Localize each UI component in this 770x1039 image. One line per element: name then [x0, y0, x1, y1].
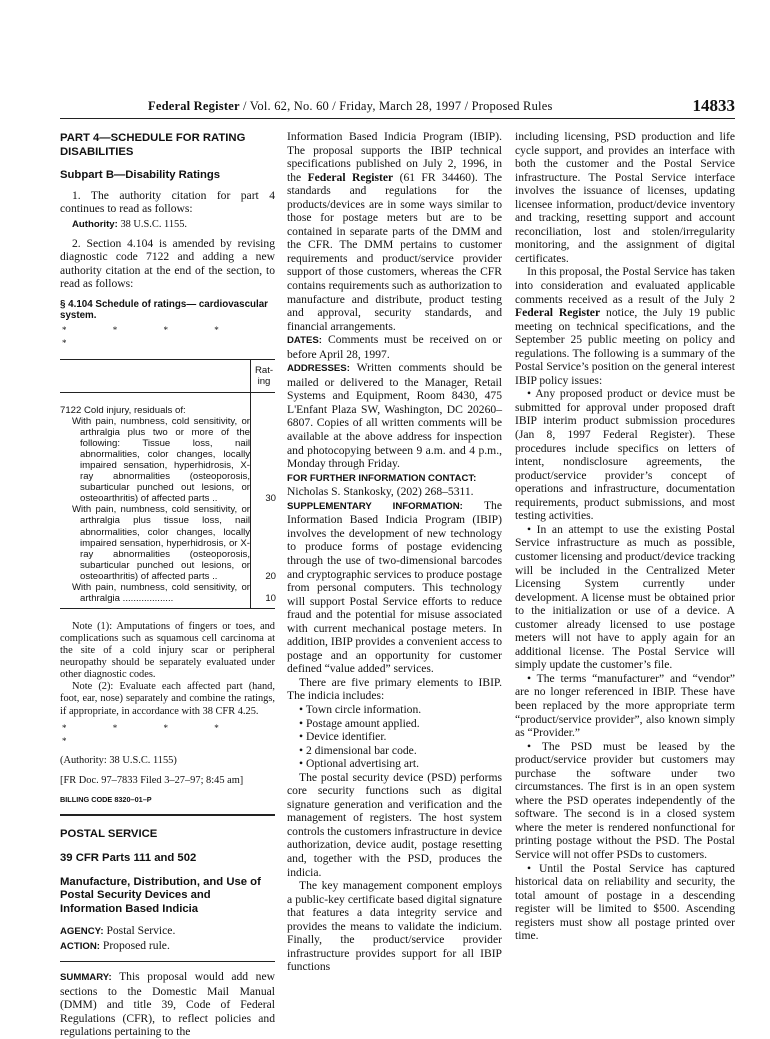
table-row — [60, 504, 275, 581]
bullet-text: In an attempt to use the existing Postal Service infrastructure as much as possible, customer licensing and product/device tracking will be included in the Centralized Meter Licensing System currently under development. A license must be obtained prior to the initialization or use of a device. A customer already licensed to use postage meters will not have to apply again for an additional license. The Postal Service will simply update the customer’s file. — [515, 522, 735, 672]
note-2 — [60, 681, 275, 717]
authority-citation: (Authority: 38 U.S.C. 1155) — [60, 754, 177, 766]
action-line — [60, 939, 275, 954]
criteria-text: With pain, numbness, cold sensitivity, or arthralgia plus tissue loss, nail abnormalities, color changes, locally impaired sensation, hyperhidrosis, or X-ray abnormalities (osteoporosis, subarticular punched out lesions, or osteoarthritis) of affected parts .. — [72, 504, 250, 582]
list-item: • Device identifier. — [299, 730, 387, 744]
header-citation — [148, 99, 553, 114]
rating-table-body — [60, 393, 275, 609]
elements-para: There are five primary elements to IBIP. The indicia includes: — [287, 675, 502, 703]
part-title: PART 4—SCHEDULE FOR RATING DISABILITIES — [60, 132, 246, 158]
addresses-label: ADDRESSES: — [287, 363, 350, 375]
authority-line — [60, 219, 275, 231]
supplementary-para — [287, 499, 502, 676]
cfr-heading: 39 CFR Parts 111 and 502 — [60, 851, 197, 864]
bullet-text: Optional advertising art. — [305, 757, 419, 771]
bullet-text: Until the Postal Service has captured historical data on reliability and security, the total amount of postage in a descending register will be limited to $500. Ascending registers must show all postage printed over time. — [515, 861, 735, 943]
list-item: • Town circle information. — [299, 702, 422, 716]
list-item: • Postage amount applied. — [299, 716, 420, 730]
addresses-text: Written comments should be mailed or delivered to the Manager, Retail Systems and Equipment, Room 8430, 475 L'Enfant Plaza SW, Washington, DC 20260–6807. Copies of all written comments will be available at the above address for inspection and photocopying between 9 a.m. and 4 p.m., Monday through Friday. — [287, 361, 502, 471]
bullet-text: 2 dimensional bar code. — [305, 743, 417, 757]
criteria-text: With pain, numbness, cold sensitivity, or arthralgia ................... — [72, 581, 250, 604]
header-rule — [60, 118, 735, 119]
agency-line — [60, 924, 275, 939]
agency-label: AGENCY: — [60, 926, 104, 938]
contact-text: Nicholas S. Stankosky, (202) 268–5311. — [287, 485, 474, 499]
list-item: • In an attempt to use the existing Postal Service infrastructure as much as possible, customer licensing and product/device tracking will be included in the Centralized Meter Licensing System currently under development. A license must be obtained prior to the initialization or use of a device. A customer already licensed to use postage meters will not have to apply again for an additional license. The Postal Service will simply update the customer’s file. — [515, 522, 735, 672]
summary-para — [60, 970, 275, 1039]
federal-register-ref: Federal Register — [307, 170, 394, 184]
federal-register-ref: Federal Register — [515, 306, 601, 320]
contact-label: FOR FURTHER INFORMATION CONTACT: — [287, 472, 477, 484]
summary-label: SUMMARY: — [60, 972, 112, 984]
supplementary-text: The Information Based Indicia Program (IBIP) involves the development of new technology to produce forms of postage evidencing through the use of two-dimensional barcodes and cryptographic services to produce postage from personal computers. This technology will support Postal Service efforts to reduce fraud and the potential for misuse associated with current mechanical postage meters. In addition, IBIP provides a convenient access to postage and an opportunity for customer defined “value added” services. — [287, 498, 502, 676]
subpart-title: Subpart B—Disability Ratings — [60, 169, 221, 181]
note-2-text: Evaluate each affected part (hand, foot, ear, nose) separately and combine the ratings, if appropriate, in accordance with 38 CFR 4.25. — [60, 681, 275, 717]
proposal-text-2: notice, the July 19 public meeting on technical specifications, and the September 25 public meeting on policy and regulations. The following is a summary of the Postal Service’s position on the general interest IBIP policy issues: — [515, 306, 735, 387]
ellipsis-stars: * * * * * — [62, 722, 241, 747]
criteria-text: With pain, numbness, cold sensitivity, or arthralgia plus two or more of the following: Tissue loss, nail abnormalities, color changes, locally impaired sensation, hyperhidrosis, X-ray abnormalities (osteoporosis, subarticular punched out lesions, or osteoarthritis) of affected parts .. — [72, 416, 250, 505]
psd-para: The postal security device (PSD) performs core security functions such as digital signature generation and verification and the management of registers. The host system controls the customers infrastructure in device authorization, device audit, postage resetting and, together with the PSD, produces the indicia. — [287, 770, 502, 879]
billing-code: BILLING CODE 8320–01–P — [60, 794, 152, 804]
summary-text: This proposal would add new sections to the Domestic Mail Manual (DMM) and title 39, Code of Federal Regulations (CFR), to reflect policies and regulations pertaining to the — [60, 970, 275, 1039]
summary-cont-1: Information Based Indicia Program (IBIP). The proposal supports the IBIP technical specifications published on July 2, 1996, in the — [287, 130, 502, 184]
fr-doc-line: [FR Doc. 97–7833 Filed 3–27–97; 8:45 am] — [60, 774, 244, 786]
summary-divider — [60, 961, 275, 962]
rating-column-header: Rat-ing — [254, 365, 274, 388]
bullet-text: Town circle information. — [305, 702, 422, 716]
authority-text: 38 U.S.C. 1155. — [120, 218, 188, 230]
list-item: • Until the Postal Service has captured historical data on reliability and security, the total amount of postage in a descending register will be limited to $500. Ascending registers must show all postage printed over time. — [515, 861, 735, 943]
note-1-text: Amputations of fingers or toes, and complications such as squamous cell carcinoma at the site of a cold injury scar or peripheral neuropathy should be separately evaluated under other diagnostic codes. — [60, 620, 275, 681]
section-heading: § 4.104 Schedule of ratings— cardiovascular system. — [60, 298, 268, 322]
diagnostic-code-line: 7122 Cold injury, residuals of: — [60, 405, 186, 417]
agency-text: Postal Service. — [106, 924, 176, 938]
table-divider — [250, 360, 251, 392]
bullet-text: Device identifier. — [305, 730, 387, 744]
summary-cont-2: (61 FR 34460). The standards and regulations for the products/devices are in some ways similar to those for postage meters but are to be contained in separate parts of the DMM and the CFR. The DMM pertains to customer requirements and product/service provider support of those customers, whereas the CFR contains requirements such as authorization to manufacture and distribute, product testing and approval, security standards, and financial arrangements. — [287, 170, 502, 333]
table-row-code — [60, 405, 275, 416]
list-item: • Any proposed product or device must be submitted for approval under proposed draft IBIP interim product submission procedures (Jan 8, 1997 Federal Register). These procedures include specifics on letters of intent, nondisclosure agreements, the product/service provider’s concept of operations and infrastructure, documentation requirements, product submissions, and most testing activities. — [515, 387, 735, 523]
section-divider — [60, 814, 275, 816]
table-row — [60, 416, 275, 504]
bullet-text: The terms “manufacturer” and “vendor” are no longer referenced in IBIP. These have been replaced by the more appropriate term “product/service provider”, also known simply as “Provider.” — [515, 671, 735, 740]
supplementary-label: SUPPLEMENTARY INFORMATION: — [287, 500, 463, 512]
contact-para — [287, 471, 502, 499]
rating-value: 30 — [265, 493, 276, 505]
rating-table-header — [60, 359, 275, 393]
bullet-text: The PSD must be leased by the product/service provider but customers may purchase the software under two circumstances. The first is in an open system where the PSD operates independently of the software. The second is in a closed system where the meter is rendered nonfunctional for printing postage without the PSD. The Postal Service will not offer PSDs to customers. — [515, 739, 736, 861]
agency-heading: POSTAL SERVICE — [60, 828, 158, 841]
key-management-para: The key management component employs a public-key certificate based digital signature that features a data integrity service and provides the means to validate the indicium. Finally, the product/service provider infrastructure provides support for all IBIP functions — [287, 879, 502, 974]
column-2 — [287, 130, 502, 974]
header-issue: / Vol. 62, No. 60 / Friday, March 28, 1997 / Proposed Rules — [243, 99, 553, 113]
rating-value: 20 — [265, 570, 276, 582]
page-header — [60, 96, 735, 116]
proposal-text-1: In this proposal, the Postal Service has taken into consideration and evaluated applicable comments received as a result of the July 2 — [515, 265, 735, 306]
bullet-text: Postage amount applied. — [305, 716, 420, 730]
proposal-para — [515, 265, 735, 387]
list-item: • The PSD must be leased by the product/service provider but customers may purchase the software under two circumstances. The first is in an open system where the PSD operates independently of the software. The second is in a closed system where the meter is rendered nonfunctional for printing postage without the PSD. The Postal Service will not offer PSDs to customers. — [515, 739, 736, 861]
ellipsis-stars: * * * * * — [62, 324, 241, 349]
dates-para — [287, 333, 502, 361]
dates-label: DATES: — [287, 335, 322, 347]
rating-value: 10 — [265, 592, 276, 604]
action-label: ACTION: — [60, 940, 100, 952]
list-item: • Optional advertising art. — [299, 757, 419, 771]
document-title: Manufacture, Distribution, and Use of Postal Security Devices and Information Based Indicia — [60, 875, 261, 915]
page-number: 14833 — [692, 96, 735, 115]
authority-label: Authority: — [72, 218, 118, 230]
note-1-label: Note (1): — [72, 620, 113, 632]
list-item: • 2 dimensional bar code. — [299, 743, 417, 757]
note-1 — [60, 621, 275, 681]
addresses-para — [287, 361, 502, 470]
note-2-label: Note (2): — [72, 681, 114, 693]
column-1 — [60, 130, 275, 1039]
amendment-para-2: 2. Section 4.104 is amended by revising diagnostic code 7122 and adding a new authority citation at the end of the section, to read as follows: — [60, 236, 275, 291]
infrastructure-para: including licensing, PSD production and life cycle support, and provides an interface with both the customer and the Postal Service infrastructure. The Postal Service interface involves the issuance of licenses, updating licensee information, product/device inventory and tracking, resetting support and account reconciliation, lost and stolen/irregularity monitoring, and the assignment of digital certificates. — [515, 130, 735, 265]
summary-continued — [287, 130, 502, 333]
table-row — [60, 582, 275, 604]
action-text: Proposed rule. — [102, 938, 170, 952]
list-item: • The terms “manufacturer” and “vendor” are no longer referenced in IBIP. These have been replaced by the more appropriate term “product/service provider”, also known simply as “Provider.” — [515, 671, 735, 740]
header-journal: Federal Register — [148, 99, 240, 113]
column-3 — [515, 130, 735, 943]
bullet-text: Any proposed product or device must be submitted for approval under proposed draft IBIP interim product submission procedures (Jan 8, 1997 Federal Register). These procedures include specifics on letters of intent, nondisclosure agreements, the product/service provider’s concept of operations and infrastructure, documentation requirements, product submissions, and most testing activities. — [515, 387, 735, 523]
dates-text: Comments must be received on or before April 28, 1997. — [287, 333, 502, 361]
rating-table — [60, 359, 275, 609]
amendment-para-1: 1. The authority citation for part 4 continues to read as follows: — [60, 188, 275, 216]
